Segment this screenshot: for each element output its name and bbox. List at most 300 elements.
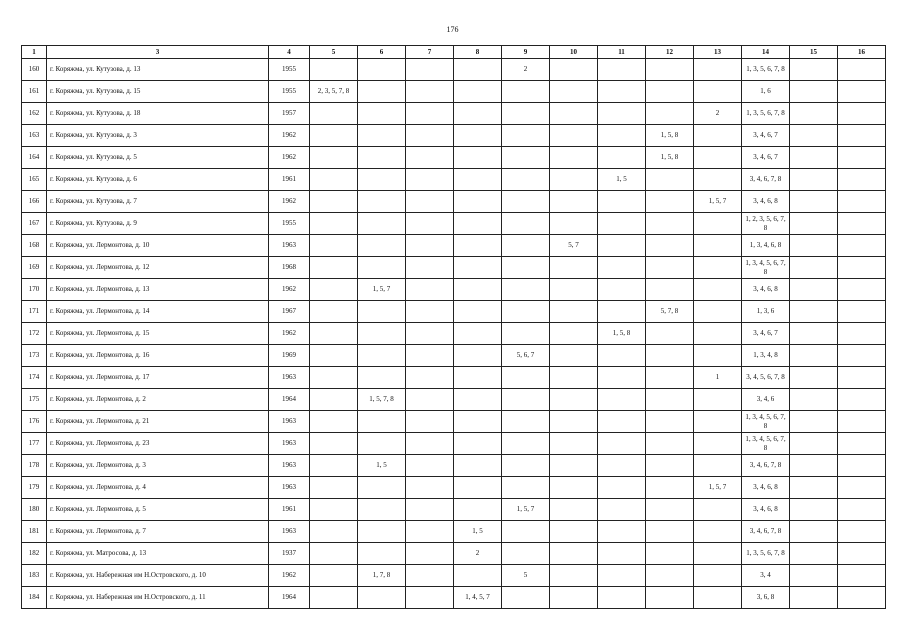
col-10-cell: 5, 7 — [550, 235, 598, 257]
col-7-cell — [406, 411, 454, 433]
col-12-cell — [646, 59, 694, 81]
table-row — [22, 543, 886, 565]
col-7-cell — [406, 345, 454, 367]
col-11-cell — [598, 301, 646, 323]
table-row — [22, 587, 886, 609]
col-9-cell — [502, 191, 550, 213]
col-13-cell — [694, 587, 742, 609]
col-16-cell — [838, 565, 886, 587]
col-8-cell: 1, 5 — [454, 521, 502, 543]
col-9-cell — [502, 235, 550, 257]
col-13-cell: 1 — [694, 367, 742, 389]
address-cell: г. Коряжма, ул. Кутузова, д. 5 — [47, 147, 269, 169]
col-8-cell — [454, 213, 502, 235]
col-16-cell — [838, 301, 886, 323]
row-number-cell: 182 — [22, 543, 47, 565]
col-14-cell: 3, 4, 6, 7, 8 — [742, 169, 790, 191]
col-8-cell — [454, 323, 502, 345]
col-5-cell — [310, 59, 358, 81]
col-6-cell — [358, 521, 406, 543]
col-11-cell — [598, 279, 646, 301]
column-header-12: 12 — [646, 46, 694, 59]
col-14-cell: 3, 4, 6 — [742, 389, 790, 411]
col-5-cell — [310, 169, 358, 191]
col-12-cell — [646, 477, 694, 499]
col-11-cell — [598, 543, 646, 565]
col-6-cell — [358, 59, 406, 81]
col-5-cell — [310, 345, 358, 367]
table-row — [22, 169, 886, 191]
col-13-cell: 1, 5, 7 — [694, 477, 742, 499]
col-9-cell — [502, 433, 550, 455]
col-14-cell: 1, 3, 4, 8 — [742, 345, 790, 367]
col-7-cell — [406, 279, 454, 301]
col-14-cell: 3, 4 — [742, 565, 790, 587]
col-5-cell — [310, 235, 358, 257]
col-6-cell — [358, 147, 406, 169]
col-10-cell — [550, 521, 598, 543]
col-14-cell: 3, 4, 6, 7 — [742, 125, 790, 147]
col-9-cell — [502, 323, 550, 345]
row-number-cell: 177 — [22, 433, 47, 455]
row-number-cell: 164 — [22, 147, 47, 169]
col-12-cell — [646, 521, 694, 543]
col-7-cell — [406, 521, 454, 543]
col-9-cell — [502, 301, 550, 323]
col-14-cell: 1, 2, 3, 5, 6, 7, 8 — [742, 213, 790, 235]
col-10-cell — [550, 147, 598, 169]
col-5-cell — [310, 521, 358, 543]
col-5-cell — [310, 565, 358, 587]
address-cell: г. Коряжма, ул. Лермонтова, д. 13 — [47, 279, 269, 301]
col-10-cell — [550, 125, 598, 147]
col-16-cell — [838, 279, 886, 301]
col-5-cell — [310, 499, 358, 521]
col-15-cell — [790, 257, 838, 279]
col-13-cell: 2 — [694, 103, 742, 125]
col-13-cell — [694, 543, 742, 565]
col-6-cell — [358, 301, 406, 323]
col-10-cell — [550, 499, 598, 521]
col-15-cell — [790, 191, 838, 213]
col-11-cell — [598, 565, 646, 587]
address-cell: г. Коряжма, ул. Лермонтова, д. 16 — [47, 345, 269, 367]
col-13-cell — [694, 411, 742, 433]
col-7-cell — [406, 169, 454, 191]
row-number-cell: 179 — [22, 477, 47, 499]
table-row — [22, 81, 886, 103]
year-cell: 1962 — [269, 147, 310, 169]
col-15-cell — [790, 345, 838, 367]
col-12-cell — [646, 213, 694, 235]
col-10-cell — [550, 279, 598, 301]
col-16-cell — [838, 345, 886, 367]
col-8-cell — [454, 103, 502, 125]
col-12-cell — [646, 543, 694, 565]
col-12-cell — [646, 81, 694, 103]
col-9-cell — [502, 477, 550, 499]
col-15-cell — [790, 477, 838, 499]
column-header-5: 5 — [310, 46, 358, 59]
col-8-cell — [454, 389, 502, 411]
col-14-cell: 3, 4, 6, 7, 8 — [742, 521, 790, 543]
col-12-cell — [646, 191, 694, 213]
table-row — [22, 279, 886, 301]
col-14-cell: 1, 3, 4, 5, 6, 7, 8 — [742, 411, 790, 433]
address-cell: г. Коряжма, ул. Кутузова, д. 18 — [47, 103, 269, 125]
col-10-cell — [550, 411, 598, 433]
col-7-cell — [406, 191, 454, 213]
col-10-cell — [550, 565, 598, 587]
table-row — [22, 301, 886, 323]
col-5-cell — [310, 147, 358, 169]
year-cell: 1963 — [269, 433, 310, 455]
col-9-cell — [502, 257, 550, 279]
col-7-cell — [406, 103, 454, 125]
col-8-cell — [454, 455, 502, 477]
row-number-cell: 174 — [22, 367, 47, 389]
col-13-cell — [694, 455, 742, 477]
col-6-cell — [358, 81, 406, 103]
col-15-cell — [790, 521, 838, 543]
col-14-cell: 1, 3, 6 — [742, 301, 790, 323]
address-cell: г. Коряжма, ул. Кутузова, д. 6 — [47, 169, 269, 191]
col-12-cell — [646, 565, 694, 587]
col-13-cell — [694, 125, 742, 147]
table-row — [22, 191, 886, 213]
col-13-cell — [694, 565, 742, 587]
year-cell: 1957 — [269, 103, 310, 125]
year-cell: 1961 — [269, 499, 310, 521]
col-11-cell — [598, 345, 646, 367]
row-number-cell: 178 — [22, 455, 47, 477]
col-14-cell: 3, 4, 6, 7 — [742, 323, 790, 345]
year-cell: 1967 — [269, 301, 310, 323]
col-5-cell — [310, 257, 358, 279]
col-12-cell — [646, 345, 694, 367]
row-number-cell: 160 — [22, 59, 47, 81]
col-14-cell: 1, 3, 5, 6, 7, 8 — [742, 59, 790, 81]
col-16-cell — [838, 323, 886, 345]
year-cell: 1962 — [269, 191, 310, 213]
col-15-cell — [790, 213, 838, 235]
col-6-cell: 1, 7, 8 — [358, 565, 406, 587]
table-header — [22, 46, 886, 59]
col-6-cell — [358, 191, 406, 213]
col-9-cell: 2 — [502, 59, 550, 81]
col-5-cell — [310, 191, 358, 213]
col-11-cell — [598, 499, 646, 521]
col-16-cell — [838, 257, 886, 279]
col-6-cell — [358, 323, 406, 345]
col-10-cell — [550, 587, 598, 609]
col-5-cell — [310, 213, 358, 235]
col-6-cell — [358, 125, 406, 147]
col-16-cell — [838, 521, 886, 543]
col-11-cell — [598, 367, 646, 389]
col-11-cell — [598, 411, 646, 433]
col-5-cell — [310, 301, 358, 323]
col-6-cell — [358, 499, 406, 521]
year-cell: 1955 — [269, 213, 310, 235]
row-number-cell: 184 — [22, 587, 47, 609]
address-cell: г. Коряжма, ул. Набережная им Н.Островского, д. 11 — [47, 587, 269, 609]
building-registry-table — [21, 45, 886, 609]
col-7-cell — [406, 147, 454, 169]
col-12-cell — [646, 279, 694, 301]
col-14-cell: 1, 6 — [742, 81, 790, 103]
table-row — [22, 323, 886, 345]
address-cell: г. Коряжма, ул. Лермонтова, д. 17 — [47, 367, 269, 389]
col-7-cell — [406, 59, 454, 81]
col-8-cell — [454, 565, 502, 587]
col-10-cell — [550, 543, 598, 565]
col-15-cell — [790, 389, 838, 411]
col-15-cell — [790, 543, 838, 565]
col-5-cell — [310, 367, 358, 389]
col-9-cell — [502, 521, 550, 543]
col-16-cell — [838, 235, 886, 257]
col-14-cell: 1, 3, 5, 6, 7, 8 — [742, 543, 790, 565]
col-10-cell — [550, 81, 598, 103]
col-11-cell — [598, 147, 646, 169]
row-number-cell: 161 — [22, 81, 47, 103]
col-16-cell — [838, 543, 886, 565]
col-9-cell — [502, 169, 550, 191]
year-cell: 1962 — [269, 279, 310, 301]
col-7-cell — [406, 477, 454, 499]
address-cell: г. Коряжма, ул. Лермонтова, д. 3 — [47, 455, 269, 477]
address-cell: г. Коряжма, ул. Лермонтова, д. 14 — [47, 301, 269, 323]
col-10-cell — [550, 169, 598, 191]
row-number-cell: 165 — [22, 169, 47, 191]
col-16-cell — [838, 125, 886, 147]
col-5-cell — [310, 477, 358, 499]
col-14-cell: 3, 4, 6, 8 — [742, 279, 790, 301]
col-6-cell — [358, 411, 406, 433]
col-9-cell: 1, 5, 7 — [502, 499, 550, 521]
page-number: 176 — [446, 25, 459, 34]
col-15-cell — [790, 455, 838, 477]
col-8-cell — [454, 411, 502, 433]
year-cell: 1962 — [269, 323, 310, 345]
col-15-cell — [790, 235, 838, 257]
col-9-cell: 5, 6, 7 — [502, 345, 550, 367]
col-5-cell — [310, 455, 358, 477]
col-7-cell — [406, 213, 454, 235]
address-cell: г. Коряжма, ул. Набережная им Н.Островского, д. 10 — [47, 565, 269, 587]
col-9-cell — [502, 543, 550, 565]
year-cell: 1964 — [269, 389, 310, 411]
col-6-cell — [358, 433, 406, 455]
col-16-cell — [838, 103, 886, 125]
col-9-cell — [502, 125, 550, 147]
address-cell: г. Коряжма, ул. Кутузова, д. 13 — [47, 59, 269, 81]
col-9-cell — [502, 103, 550, 125]
address-cell: г. Коряжма, ул. Кутузова, д. 9 — [47, 213, 269, 235]
table-row — [22, 103, 886, 125]
table-row — [22, 345, 886, 367]
col-10-cell — [550, 367, 598, 389]
col-12-cell — [646, 323, 694, 345]
col-16-cell — [838, 587, 886, 609]
col-10-cell — [550, 477, 598, 499]
col-13-cell — [694, 301, 742, 323]
table-row — [22, 59, 886, 81]
col-13-cell — [694, 389, 742, 411]
col-15-cell — [790, 279, 838, 301]
col-12-cell — [646, 499, 694, 521]
col-10-cell — [550, 323, 598, 345]
address-cell: г. Коряжма, ул. Лермонтова, д. 12 — [47, 257, 269, 279]
col-7-cell — [406, 455, 454, 477]
table-row — [22, 565, 886, 587]
col-16-cell — [838, 367, 886, 389]
col-11-cell — [598, 103, 646, 125]
col-12-cell — [646, 169, 694, 191]
col-12-cell: 1, 5, 8 — [646, 147, 694, 169]
col-8-cell — [454, 477, 502, 499]
col-13-cell — [694, 257, 742, 279]
col-11-cell — [598, 191, 646, 213]
col-10-cell — [550, 59, 598, 81]
col-12-cell — [646, 257, 694, 279]
col-8-cell — [454, 81, 502, 103]
col-11-cell — [598, 125, 646, 147]
col-16-cell — [838, 477, 886, 499]
year-cell: 1962 — [269, 125, 310, 147]
year-cell: 1955 — [269, 81, 310, 103]
column-header-9: 9 — [502, 46, 550, 59]
year-cell: 1964 — [269, 587, 310, 609]
col-15-cell — [790, 147, 838, 169]
row-number-cell: 180 — [22, 499, 47, 521]
table-row — [22, 433, 886, 455]
col-7-cell — [406, 543, 454, 565]
address-cell: г. Коряжма, ул. Кутузова, д. 3 — [47, 125, 269, 147]
col-11-cell — [598, 521, 646, 543]
year-cell: 1969 — [269, 345, 310, 367]
col-15-cell — [790, 587, 838, 609]
col-13-cell — [694, 235, 742, 257]
col-6-cell — [358, 213, 406, 235]
table-row — [22, 411, 886, 433]
col-12-cell — [646, 587, 694, 609]
column-header-7: 7 — [406, 46, 454, 59]
header-row — [22, 46, 886, 59]
col-12-cell — [646, 103, 694, 125]
column-header-13: 13 — [694, 46, 742, 59]
col-10-cell — [550, 301, 598, 323]
col-8-cell — [454, 279, 502, 301]
table-row — [22, 213, 886, 235]
col-15-cell — [790, 411, 838, 433]
col-14-cell: 3, 4, 6, 8 — [742, 477, 790, 499]
col-11-cell — [598, 59, 646, 81]
col-6-cell — [358, 477, 406, 499]
col-15-cell — [790, 169, 838, 191]
col-9-cell: 5 — [502, 565, 550, 587]
year-cell: 1963 — [269, 367, 310, 389]
column-header-11: 11 — [598, 46, 646, 59]
col-14-cell: 3, 4, 6, 8 — [742, 191, 790, 213]
column-header-3: 3 — [47, 46, 269, 59]
col-16-cell — [838, 81, 886, 103]
table-row — [22, 499, 886, 521]
column-header-8: 8 — [454, 46, 502, 59]
address-cell: г. Коряжма, ул. Лермонтова, д. 23 — [47, 433, 269, 455]
column-header-6: 6 — [358, 46, 406, 59]
year-cell: 1963 — [269, 455, 310, 477]
col-12-cell: 1, 5, 8 — [646, 125, 694, 147]
col-6-cell — [358, 345, 406, 367]
col-10-cell — [550, 433, 598, 455]
col-10-cell — [550, 389, 598, 411]
col-12-cell — [646, 411, 694, 433]
col-7-cell — [406, 367, 454, 389]
col-15-cell — [790, 433, 838, 455]
col-13-cell — [694, 323, 742, 345]
row-number-cell: 166 — [22, 191, 47, 213]
row-number-cell: 175 — [22, 389, 47, 411]
col-6-cell — [358, 367, 406, 389]
col-10-cell — [550, 103, 598, 125]
row-number-cell: 162 — [22, 103, 47, 125]
col-16-cell — [838, 213, 886, 235]
col-5-cell — [310, 411, 358, 433]
col-5-cell — [310, 433, 358, 455]
col-14-cell: 3, 4, 6, 8 — [742, 499, 790, 521]
row-number-cell: 173 — [22, 345, 47, 367]
table-row — [22, 455, 886, 477]
col-6-cell: 1, 5 — [358, 455, 406, 477]
row-number-cell: 172 — [22, 323, 47, 345]
col-5-cell: 2, 3, 5, 7, 8 — [310, 81, 358, 103]
col-6-cell — [358, 169, 406, 191]
col-5-cell — [310, 587, 358, 609]
year-cell: 1963 — [269, 477, 310, 499]
col-8-cell — [454, 345, 502, 367]
address-cell: г. Коряжма, ул. Лермонтова, д. 4 — [47, 477, 269, 499]
year-cell: 1963 — [269, 521, 310, 543]
row-number-cell: 170 — [22, 279, 47, 301]
address-cell: г. Коряжма, ул. Кутузова, д. 7 — [47, 191, 269, 213]
address-cell: г. Коряжма, ул. Лермонтова, д. 2 — [47, 389, 269, 411]
address-cell: г. Коряжма, ул. Лермонтова, д. 7 — [47, 521, 269, 543]
row-number-cell: 169 — [22, 257, 47, 279]
col-10-cell — [550, 213, 598, 235]
col-14-cell: 3, 4, 6, 7 — [742, 147, 790, 169]
col-16-cell — [838, 455, 886, 477]
col-16-cell — [838, 147, 886, 169]
year-cell: 1962 — [269, 565, 310, 587]
col-10-cell — [550, 191, 598, 213]
col-13-cell: 1, 5, 7 — [694, 191, 742, 213]
column-header-10: 10 — [550, 46, 598, 59]
col-13-cell — [694, 147, 742, 169]
col-13-cell — [694, 521, 742, 543]
col-10-cell — [550, 455, 598, 477]
col-8-cell — [454, 235, 502, 257]
col-7-cell — [406, 235, 454, 257]
address-cell: г. Коряжма, ул. Лермонтова, д. 15 — [47, 323, 269, 345]
col-16-cell — [838, 389, 886, 411]
col-7-cell — [406, 81, 454, 103]
col-7-cell — [406, 389, 454, 411]
col-7-cell — [406, 499, 454, 521]
address-cell: г. Коряжма, ул. Матросова, д. 13 — [47, 543, 269, 565]
year-cell: 1963 — [269, 411, 310, 433]
